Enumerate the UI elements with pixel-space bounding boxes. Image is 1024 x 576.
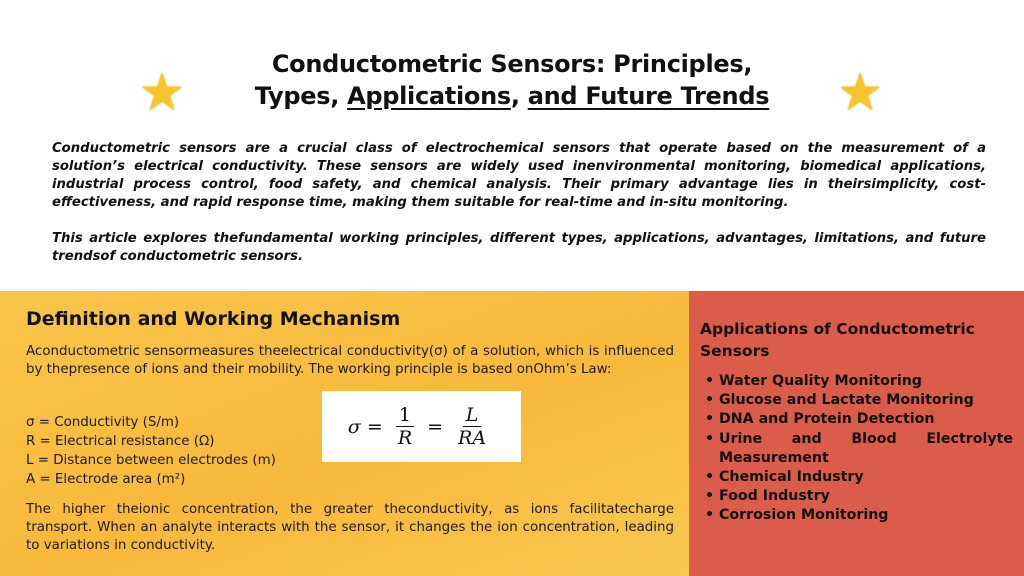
fraction-denominator: RA xyxy=(458,427,487,449)
fraction-numerator: L xyxy=(463,404,482,427)
conductivity-text: The higher theionic concentration, the greater theconductivity, as ions facilitatecharge transport. When an analyte interacts with the sensor, it changes the ion concentration, leading to variations in conductivity. xyxy=(26,502,674,553)
page-title xyxy=(190,48,834,112)
conductivity-paragraph xyxy=(26,501,674,555)
formula-fraction xyxy=(455,404,489,449)
applications-heading: Applications of Conductometric Sensors xyxy=(700,320,975,360)
intro-text xyxy=(52,140,986,266)
title-text: Types, xyxy=(254,82,348,110)
variable-item: R = Electrical resistance (Ω) xyxy=(26,434,215,449)
list-item: • Water Quality Monitoring xyxy=(705,372,1013,391)
applications-list xyxy=(705,372,1013,526)
formula-lhs: σ xyxy=(347,415,361,438)
definition-heading: Definition and Working Mechanism xyxy=(26,308,401,330)
star-icon: ★ xyxy=(836,63,884,123)
formula-fraction xyxy=(395,404,415,449)
fraction-denominator: R xyxy=(397,427,413,449)
list-item: • Urine and Blood Electrolyte Measurement xyxy=(705,430,1013,468)
ohms-law-formula xyxy=(322,391,521,462)
definition-text: Aconductometric sensormeasures theelectrical conductivity(σ) of a solution, which is influenced by thepresence of ions and their mobility. The working principle is based onOhm’s Law: xyxy=(26,344,674,377)
intro-paragraph: This article explores thefundamental working principles, different types, applications, advantages, limitations, and future trendsof conductometric sensors. xyxy=(52,231,986,264)
title-underlined-text: Applications xyxy=(347,82,511,110)
variable-item: A = Electrode area (m²) xyxy=(26,472,186,487)
list-item: • Food Industry xyxy=(705,487,1013,506)
list-item: • Corrosion Monitoring xyxy=(705,506,1013,525)
formula-equals: = xyxy=(427,415,444,438)
fraction-numerator: 1 xyxy=(396,404,414,427)
list-item: • Glucose and Lactate Monitoring xyxy=(705,391,1013,410)
title-line-1: Conductometric Sensors: Principles, xyxy=(271,50,753,78)
title-line-2 xyxy=(190,80,834,112)
list-item: • DNA and Protein Detection xyxy=(705,410,1013,429)
title-underlined-text: and Future Trends xyxy=(527,82,770,110)
variable-item: L = Distance between electrodes (m) xyxy=(26,453,276,468)
list-item: • Chemical Industry xyxy=(705,468,1013,487)
applications-panel xyxy=(689,291,1024,576)
intro-paragraph: Conductometric sensors are a crucial class of electrochemical sensors that operate based on the measurement of a solution’s electrical conductivity. These sensors are widely used inenvironmental monitoring, biomedical applications, industrial process control, food safety, and chemical analysis. Their primary advantage lies in theirsimplicity, cost-effectiveness, and rapid response time, making them suitable for real-time and in-situ monitoring. xyxy=(52,141,986,210)
variable-item: σ = Conductivity (S/m) xyxy=(26,415,180,430)
definition-paragraph xyxy=(26,343,674,379)
formula-equals: = xyxy=(366,415,383,438)
star-icon: ★ xyxy=(138,63,186,123)
variable-list xyxy=(26,413,276,489)
title-separator: , xyxy=(510,82,528,110)
definition-panel xyxy=(0,291,689,576)
